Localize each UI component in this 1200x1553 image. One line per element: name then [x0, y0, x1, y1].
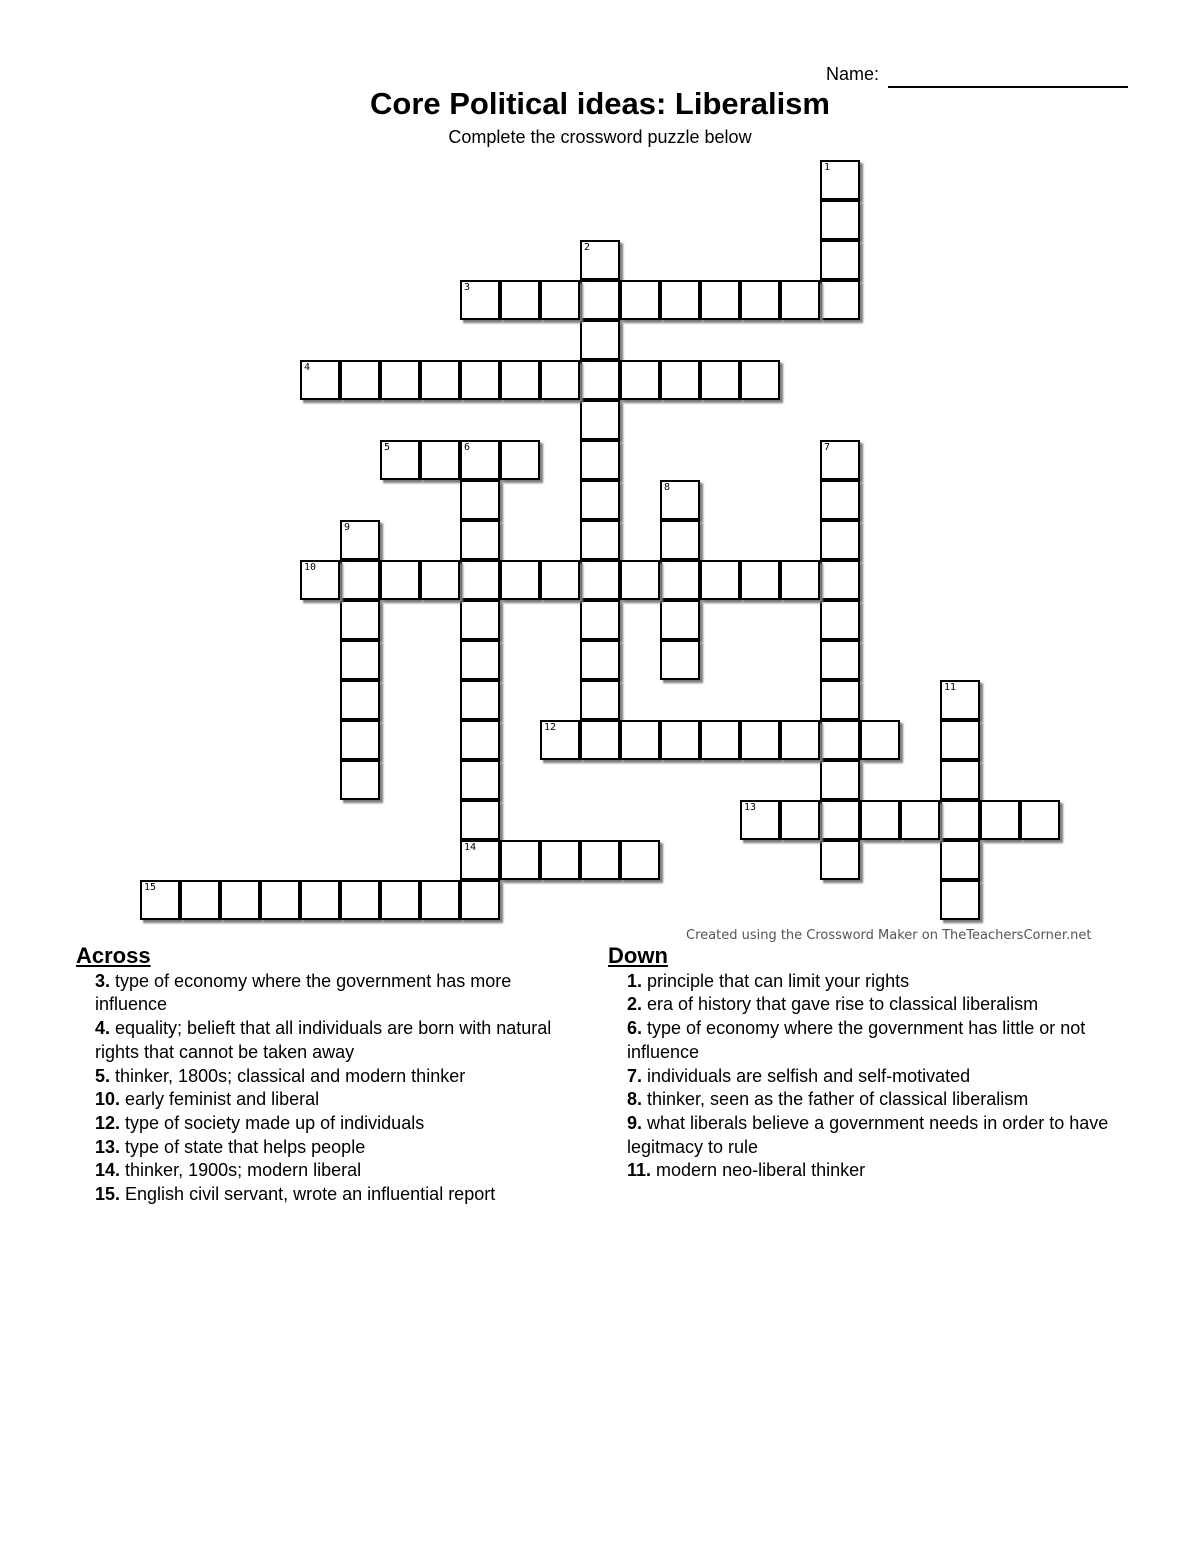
crossword-cell[interactable]: [340, 520, 380, 560]
crossword-cell[interactable]: [1020, 800, 1060, 840]
credit-line: Created using the Crossword Maker on TheTeachersCorner.net: [686, 928, 1092, 943]
crossword-cell[interactable]: [420, 880, 460, 920]
down-clue-7: [608, 1065, 1133, 1089]
cell-number: 9: [344, 522, 351, 533]
crossword-cell[interactable]: [460, 360, 500, 400]
crossword-cell[interactable]: [460, 840, 500, 880]
crossword-cell[interactable]: [780, 560, 820, 600]
crossword-cell[interactable]: [660, 520, 700, 560]
crossword-cell[interactable]: [740, 360, 780, 400]
across-heading: Across: [76, 943, 151, 968]
crossword-cell[interactable]: [300, 360, 340, 400]
crossword-cell[interactable]: [620, 840, 660, 880]
crossword-cell[interactable]: [500, 560, 540, 600]
clue-text: individuals are selfish and self-motivated: [642, 1065, 971, 1086]
down-clue-2: [608, 993, 1133, 1017]
crossword-cell[interactable]: [300, 880, 340, 920]
crossword-cell[interactable]: [500, 280, 540, 320]
crossword-cell[interactable]: [460, 280, 500, 320]
cell-number: 1: [824, 162, 831, 173]
crossword-cell[interactable]: [660, 600, 700, 640]
clue-text: type of society made up of individuals: [120, 1112, 425, 1133]
crossword-cell[interactable]: [460, 480, 500, 520]
clue-number: 1.: [627, 970, 643, 991]
crossword-cell[interactable]: [340, 680, 380, 720]
crossword-cell[interactable]: [580, 840, 620, 880]
clue-text: principle that can limit your rights: [642, 970, 910, 991]
crossword-cell[interactable]: [460, 600, 500, 640]
crossword-cell[interactable]: [380, 360, 420, 400]
crossword-cell[interactable]: [620, 360, 660, 400]
cell-number: 14: [464, 842, 477, 853]
crossword-cell[interactable]: [700, 720, 740, 760]
crossword-cell[interactable]: [380, 880, 420, 920]
crossword-cell[interactable]: [340, 880, 380, 920]
crossword-cell[interactable]: [820, 840, 860, 880]
clue-number: 5.: [95, 1065, 111, 1086]
crossword-cell[interactable]: [820, 520, 860, 560]
crossword-cell[interactable]: [580, 240, 620, 280]
crossword-cell[interactable]: [820, 560, 860, 600]
crossword-cell[interactable]: [540, 720, 580, 760]
crossword-cell[interactable]: [740, 800, 780, 840]
page-title: Core Political ideas: Liberalism: [370, 86, 830, 121]
crossword-cell[interactable]: [420, 560, 460, 600]
clue-text: type of state that helps people: [120, 1136, 366, 1157]
crossword-cell[interactable]: [860, 800, 900, 840]
crossword-cell[interactable]: [580, 320, 620, 360]
across-clue-12: [76, 1112, 586, 1136]
crossword-cell[interactable]: [780, 800, 820, 840]
crossword-cell[interactable]: [820, 800, 860, 840]
crossword-cell[interactable]: [940, 880, 980, 920]
crossword-cell[interactable]: [820, 600, 860, 640]
name-label: Name:: [826, 64, 880, 84]
clue-number: 7.: [627, 1065, 643, 1086]
across-clue-14: [76, 1159, 586, 1183]
crossword-cell[interactable]: [380, 440, 420, 480]
across-clue-list: [76, 970, 586, 1207]
crossword-cell[interactable]: [580, 680, 620, 720]
crossword-cell[interactable]: [740, 720, 780, 760]
clue-text: thinker, seen as the father of classical liberalism: [642, 1089, 1029, 1110]
crossword-cell[interactable]: [140, 880, 180, 920]
crossword-cell[interactable]: [540, 360, 580, 400]
crossword-cell[interactable]: [940, 840, 980, 880]
clue-number: 3.: [95, 970, 111, 991]
clue-text: thinker, 1800s; classical and modern thinker: [110, 1065, 466, 1086]
crossword-cell[interactable]: [740, 560, 780, 600]
down-heading: Down: [608, 943, 668, 968]
cell-number: 2: [584, 242, 591, 253]
crossword-cell[interactable]: [460, 640, 500, 680]
crossword-cell[interactable]: [660, 480, 700, 520]
cell-number: 7: [824, 442, 831, 453]
crossword-cell[interactable]: [380, 560, 420, 600]
clue-number: 11.: [627, 1160, 652, 1181]
across-clue-15: [76, 1183, 586, 1207]
crossword-cell[interactable]: [660, 640, 700, 680]
clue-text: modern neo-liberal thinker: [651, 1160, 866, 1181]
crossword-cell[interactable]: [940, 680, 980, 720]
down-clue-11: [608, 1159, 1133, 1183]
clue-number: 13.: [95, 1136, 121, 1157]
crossword-cell[interactable]: [220, 880, 260, 920]
crossword-cell[interactable]: [980, 800, 1020, 840]
crossword-cell[interactable]: [660, 280, 700, 320]
crossword-cell[interactable]: [580, 560, 620, 600]
clue-number: 9.: [627, 1112, 643, 1133]
crossword-cell[interactable]: [940, 760, 980, 800]
crossword-cell[interactable]: [580, 720, 620, 760]
clue-text: type of economy where the government has more influence: [95, 970, 512, 1015]
crossword-cell[interactable]: [700, 280, 740, 320]
crossword-cell[interactable]: [820, 280, 860, 320]
crossword-cell[interactable]: [180, 880, 220, 920]
down-clue-6: [608, 1017, 1133, 1064]
crossword-cell[interactable]: [460, 520, 500, 560]
crossword-cell[interactable]: [580, 640, 620, 680]
crossword-cell[interactable]: [620, 280, 660, 320]
cell-number: 4: [304, 362, 311, 373]
crossword-cell[interactable]: [460, 800, 500, 840]
crossword-cell[interactable]: [500, 440, 540, 480]
across-clue-13: [76, 1136, 586, 1160]
crossword-cell[interactable]: [340, 360, 380, 400]
crossword-cell[interactable]: [580, 600, 620, 640]
clue-number: 10.: [95, 1089, 121, 1110]
down-clue-9: [608, 1112, 1133, 1159]
clue-number: 2.: [627, 994, 643, 1015]
crossword-cell[interactable]: [780, 720, 820, 760]
crossword-cell[interactable]: [340, 560, 380, 600]
clue-number: 4.: [95, 1018, 111, 1039]
crossword-cell[interactable]: [820, 160, 860, 200]
crossword-cell[interactable]: [780, 280, 820, 320]
crossword-cell[interactable]: [660, 360, 700, 400]
crossword-cell[interactable]: [820, 480, 860, 520]
crossword-cell[interactable]: [740, 280, 780, 320]
clue-number: 8.: [627, 1089, 643, 1110]
cell-number: 13: [744, 802, 757, 813]
down-clue-list: [608, 970, 1133, 1183]
crossword-cell[interactable]: [620, 560, 660, 600]
down-clues: [608, 944, 1133, 1183]
crossword-cell[interactable]: [540, 560, 580, 600]
down-clue-1: [608, 970, 1133, 994]
crossword-cell[interactable]: [660, 560, 700, 600]
clue-number: 14.: [95, 1160, 121, 1181]
crossword-cell[interactable]: [420, 440, 460, 480]
cell-number: 10: [304, 562, 317, 573]
clue-text: equality; belieft that all individuals are born with natural rights that cannot be taken away: [95, 1018, 552, 1062]
across-clue-10: [76, 1088, 586, 1112]
across-clue-4: [76, 1017, 586, 1064]
crossword-cell[interactable]: [940, 800, 980, 840]
down-clue-8: [608, 1088, 1133, 1112]
cell-number: 15: [144, 882, 157, 893]
crossword-cell[interactable]: [700, 560, 740, 600]
clue-text: thinker, 1900s; modern liberal: [120, 1160, 362, 1181]
clue-text: early feminist and liberal: [120, 1089, 320, 1110]
crossword-cell[interactable]: [420, 360, 460, 400]
clue-number: 12.: [95, 1112, 121, 1133]
across-clue-5: [76, 1065, 586, 1089]
crossword-cell[interactable]: [340, 640, 380, 680]
crossword-cell[interactable]: [300, 560, 340, 600]
cell-number: 5: [384, 442, 391, 453]
cell-number: 3: [464, 282, 471, 293]
crossword-cell[interactable]: [700, 360, 740, 400]
crossword-cell[interactable]: [900, 800, 940, 840]
subtitle: Complete the crossword puzzle below: [448, 127, 752, 147]
crossword-cell[interactable]: [860, 720, 900, 760]
crossword-cell[interactable]: [660, 720, 700, 760]
crossword-cell[interactable]: [340, 720, 380, 760]
crossword-cell[interactable]: [820, 200, 860, 240]
clue-number: 15.: [95, 1184, 121, 1205]
crossword-cell[interactable]: [820, 680, 860, 720]
crossword-cell[interactable]: [580, 280, 620, 320]
crossword-cell[interactable]: [460, 560, 500, 600]
cell-number: 8: [664, 482, 671, 493]
crossword-cell[interactable]: [620, 720, 660, 760]
clue-text: era of history that gave rise to classical liberalism: [642, 994, 1039, 1015]
crossword-cell[interactable]: [460, 680, 500, 720]
crossword-cell[interactable]: [460, 880, 500, 920]
crossword-cell[interactable]: [460, 440, 500, 480]
crossword-cell[interactable]: [580, 440, 620, 480]
crossword-cell[interactable]: [820, 640, 860, 680]
crossword-cell[interactable]: [500, 360, 540, 400]
crossword-cell[interactable]: [820, 720, 860, 760]
crossword-cell[interactable]: [580, 400, 620, 440]
crossword-cell[interactable]: [580, 520, 620, 560]
crossword-cell[interactable]: [820, 760, 860, 800]
clue-number: 6.: [627, 1018, 643, 1039]
crossword-cell[interactable]: [540, 840, 580, 880]
across-clues: [76, 944, 586, 1207]
clue-text: type of economy where the government has little or not influence: [627, 1018, 1086, 1062]
crossword-cell[interactable]: [820, 440, 860, 480]
cell-number: 6: [464, 442, 471, 453]
crossword-cell[interactable]: [540, 280, 580, 320]
crossword-cell[interactable]: [580, 360, 620, 400]
crossword-cell[interactable]: [940, 720, 980, 760]
crossword-cell[interactable]: [580, 480, 620, 520]
across-clue-3: [76, 970, 586, 1017]
crossword-cell[interactable]: [340, 600, 380, 640]
crossword-cell[interactable]: [340, 760, 380, 800]
clue-text: English civil servant, wrote an influential report: [120, 1184, 496, 1205]
clue-text: what liberals believe a government needs in order to have legitmacy to rule: [627, 1112, 1109, 1157]
crossword-cell[interactable]: [460, 720, 500, 760]
crossword-cell[interactable]: [500, 840, 540, 880]
crossword-cell[interactable]: [260, 880, 300, 920]
cell-number: 12: [544, 722, 557, 733]
crossword-cell[interactable]: [460, 760, 500, 800]
cell-number: 11: [944, 682, 957, 693]
crossword-cell[interactable]: [820, 240, 860, 280]
